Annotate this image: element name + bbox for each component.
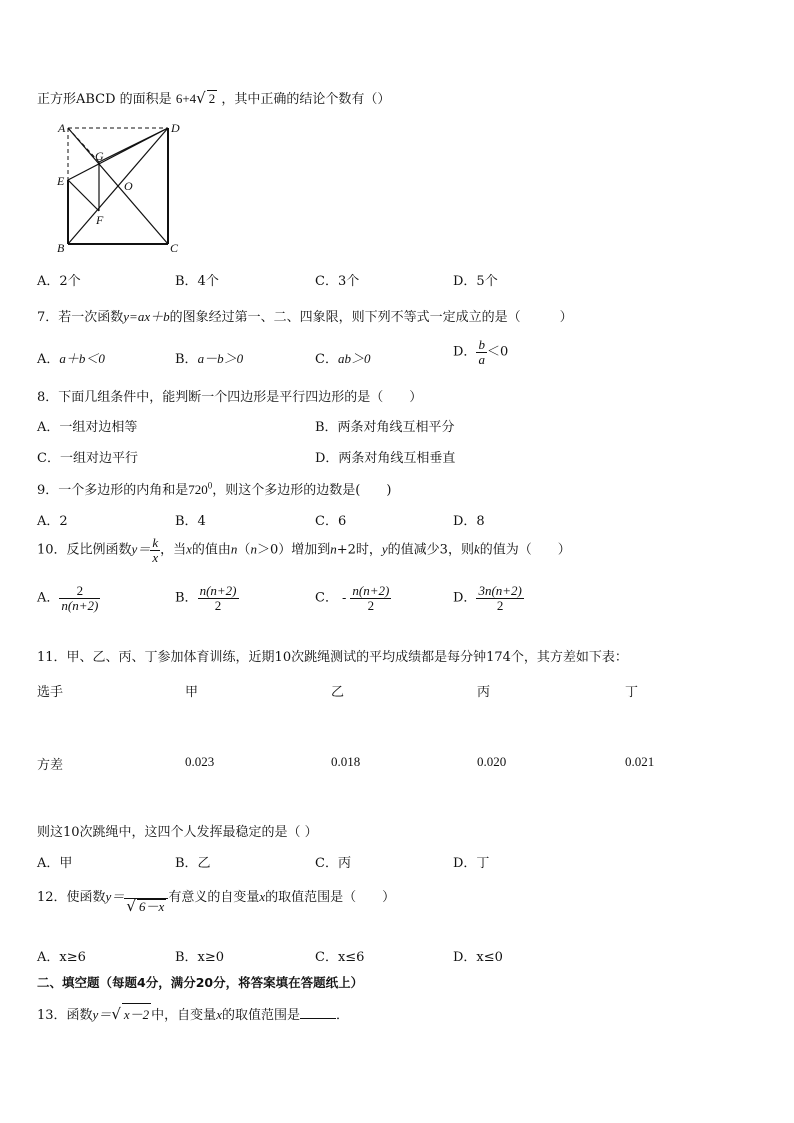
q13-var-x: x	[216, 1007, 222, 1022]
q10-var-k: k	[473, 541, 480, 557]
q12-stem-text-b: 有意义的自变量	[168, 890, 260, 905]
q11-table-cell-0: 方差	[37, 758, 64, 773]
q7-option-a-label: A．	[37, 352, 60, 367]
q7-stem	[37, 306, 573, 325]
radical-sign: √	[196, 89, 206, 107]
q11-table-cell-4: 0.021	[625, 754, 655, 769]
radical-sign: √	[126, 897, 136, 915]
q7-option-b	[175, 348, 243, 367]
fraction-denominator	[124, 899, 168, 915]
q9-angle-value	[188, 482, 212, 497]
q13-radicand: x－2	[122, 1003, 151, 1023]
q8-option-c: C．一组对边平行	[37, 451, 138, 466]
fraction-numerator: n(n+2)	[199, 583, 237, 598]
q11-table-header-4: 丁	[625, 685, 639, 700]
fraction-denominator: 2	[367, 597, 375, 613]
q13-stem-text-c: 的取值范围是	[221, 1008, 300, 1023]
q11-table-header-2: 乙	[331, 685, 345, 700]
q10-option-c-fraction	[350, 584, 391, 612]
q6-stem-text-a: 正方形ABCD 的面积是	[37, 92, 172, 107]
q12-stem-text-a: 12．使函数	[37, 890, 106, 905]
q6-expr: 6+4	[175, 91, 197, 106]
q11-question: 则这10次跳绳中，这四个人发挥最稳定的是（ ）	[37, 825, 318, 840]
q12-option-b: B．x≥0	[175, 950, 225, 965]
fraction-denominator: a	[478, 351, 485, 367]
q7-function: y=ax＋b	[123, 309, 170, 324]
label-b: B	[57, 241, 65, 255]
q12-option-c: C．x≤6	[315, 950, 365, 965]
q10-option-c-label: C．	[315, 590, 338, 606]
section-heading-fill-in: 二、填空题（每题4分，满分20分，将答案填在答题纸上）	[37, 975, 364, 990]
answer-blank[interactable]	[300, 1005, 336, 1019]
q8-option-b: B．两条对角线互相平分	[315, 420, 455, 435]
q10-var-x: x	[186, 541, 192, 557]
q6-option-d: D．5个	[453, 274, 498, 289]
q7-option-d-fraction	[476, 338, 487, 366]
q9-stem	[37, 479, 391, 498]
q7-option-d	[453, 338, 508, 366]
q7-option-d-tail: ＜0	[486, 344, 509, 360]
fraction-numerator: 2	[59, 584, 100, 599]
q10-option-a-label: A．	[37, 590, 60, 606]
q10-stem-text-a: 10．反比例函数	[37, 542, 132, 558]
label-a: A	[58, 121, 66, 135]
q13-stem	[37, 1003, 349, 1023]
q10-option-d	[453, 584, 524, 612]
q10-option-b	[175, 584, 239, 612]
q10-option-d-fraction	[476, 584, 523, 612]
fraction-denominator: 2	[214, 597, 222, 613]
label-d: D	[171, 121, 180, 135]
q12-func-fraction	[124, 886, 168, 915]
q10-option-a	[37, 584, 100, 612]
label-c: C	[170, 241, 179, 255]
q10-option-a-fraction	[59, 584, 100, 612]
fraction-numerator: 3n(n+2)	[478, 583, 522, 598]
q9-stem-text-a: 9．一个多边形的内角和是	[37, 483, 189, 498]
q10-var-n2: n	[250, 541, 257, 557]
q10-var-n: n	[230, 541, 238, 557]
q10-stem-text-e: ＞0）增加到	[256, 542, 331, 558]
q10-stem	[37, 536, 571, 564]
fraction-denominator: 2	[496, 597, 504, 613]
q10-stem-text-h: 的值为（ ）	[479, 542, 571, 558]
q13-stem-end: ．	[335, 1008, 349, 1023]
q8-stem: 8．下面几组条件中，能判断一个四边形是平行四边形的是（ ）	[37, 390, 423, 405]
q6-stem	[37, 88, 390, 107]
q12-option-d: D．x≤0	[453, 950, 503, 965]
q11-option-d: D．丁	[453, 856, 490, 871]
q7-option-a	[37, 348, 105, 367]
q9-angle-number: 720	[188, 482, 208, 497]
q11-table-cell-3: 0.020	[477, 754, 507, 769]
q9-angle-degree: 0	[207, 480, 213, 491]
q9-option-a: A．2	[37, 514, 68, 529]
q7-option-b-expr: a－b＞0	[197, 351, 244, 366]
q6-radicand: 2	[208, 91, 216, 106]
q7-option-c	[315, 348, 370, 367]
q11-option-a: A．甲	[37, 856, 73, 871]
q10-func-y: y＝	[131, 541, 151, 557]
q10-stem-text-g: 的值减少3，则	[387, 542, 474, 558]
q10-option-c	[315, 584, 391, 612]
q11-table-cell-1: 0.023	[185, 754, 215, 769]
label-o: O	[124, 179, 133, 193]
q9-option-c: C．6	[315, 514, 347, 529]
q10-stem-text-d: （	[237, 542, 251, 558]
fraction-numerator: b	[478, 337, 485, 352]
q12-radicand: 6－x	[138, 899, 165, 914]
q6-stem-text-b: ，其中正确的结论个数有（）	[221, 92, 391, 107]
q7-stem-text-b: 的图象经过第一、二、四象限，则下列不等式一定成立的是（ ）	[169, 310, 573, 325]
q11-stem: 11．甲、乙、丙、丁参加体育训练，近期10次跳绳测试的平均成绩都是每分钟174个，其方差如下表：	[37, 650, 628, 665]
q11-table-header-1: 甲	[185, 685, 199, 700]
q7-option-c-expr: ab＞0	[337, 351, 371, 366]
q12-var-x: x	[259, 889, 266, 904]
q12-stem	[37, 886, 395, 915]
q9-stem-text-b: ，则这个多边形的边数是( )	[212, 483, 392, 498]
q10-option-b-fraction	[198, 584, 239, 612]
q13-stem-text-a: 13．函数	[37, 1008, 93, 1023]
q6-option-b: B．4个	[175, 274, 219, 289]
fraction-numerator: k	[152, 535, 159, 550]
radical-sign: √	[111, 1005, 121, 1023]
q10-var-n3: n	[330, 541, 337, 557]
q10-stem-text-f: +2时，	[336, 542, 382, 558]
q10-option-d-label: D．	[453, 590, 477, 606]
q11-table-header-3: 丙	[477, 685, 491, 700]
q9-option-d: D．8	[453, 514, 485, 529]
q6-geometry-figure	[52, 118, 192, 258]
q11-option-b: B．乙	[175, 856, 211, 871]
q10-stem-text-c: 的值由	[191, 542, 231, 558]
q8-option-a: A．一组对边相等	[37, 420, 138, 435]
q7-option-c-label: C．	[315, 352, 338, 367]
q13-func-y: y＝	[92, 1007, 112, 1022]
label-f: F	[96, 213, 104, 227]
q8-option-d: D．两条对角线互相垂直	[315, 451, 456, 466]
fraction-denominator: n(n+2)	[61, 597, 99, 613]
q11-option-c: C．丙	[315, 856, 351, 871]
q7-stem-text-a: 7．若一次函数	[37, 310, 124, 325]
q10-option-c-sign: -	[341, 590, 347, 606]
q11-table-cell-2: 0.018	[331, 754, 361, 769]
q12-func-y: y＝	[105, 889, 125, 904]
fraction-numerator: n(n+2)	[352, 583, 390, 598]
q6-option-a: A．2个	[37, 274, 81, 289]
q10-stem-text-b: ，当	[160, 542, 187, 558]
q6-option-c: C．3个	[315, 274, 360, 289]
q10-func-fraction	[150, 536, 160, 564]
q9-option-b: B．4	[175, 514, 206, 529]
q12-stem-text-c: 的取值范围是（ ）	[265, 890, 396, 905]
q10-option-b-label: B．	[175, 590, 198, 606]
q13-stem-text-b: 中，自变量	[151, 1008, 217, 1023]
q7-option-b-label: B．	[175, 352, 198, 367]
fraction-denominator: x	[152, 549, 159, 565]
q7-option-a-expr: a＋b＜0	[59, 351, 105, 366]
q7-option-d-label: D．	[453, 344, 477, 360]
q11-table-header-0: 选手	[37, 685, 64, 700]
q12-option-a: A．x≥6	[37, 950, 86, 965]
label-g: G	[95, 149, 104, 163]
label-e: E	[57, 174, 65, 188]
q10-var-y: y	[381, 541, 388, 557]
